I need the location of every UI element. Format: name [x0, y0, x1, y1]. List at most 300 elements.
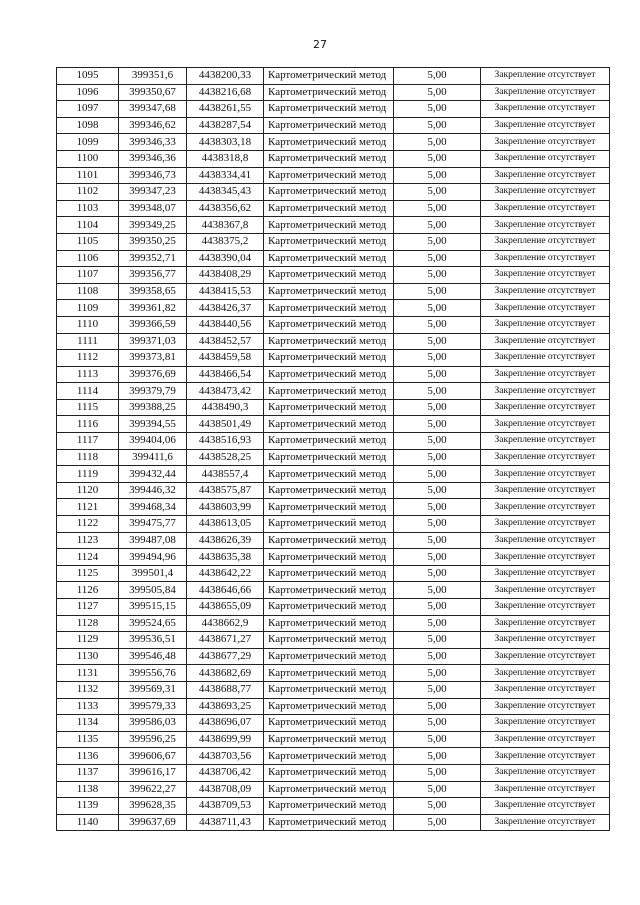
coordinate-x-cell: 399404,06: [119, 433, 187, 450]
method-cell: Картометрический метод: [264, 565, 394, 582]
table-row: [57, 350, 610, 367]
point-number-cell: 1128: [57, 615, 119, 632]
point-number-cell: 1096: [57, 84, 119, 101]
method-cell: Картометрический метод: [264, 200, 394, 217]
point-number-cell: 1122: [57, 516, 119, 533]
table-row: [57, 283, 610, 300]
point-number-cell: 1113: [57, 366, 119, 383]
fixation-cell: Закрепление отсутствует: [481, 781, 610, 798]
fixation-cell: Закрепление отсутствует: [481, 316, 610, 333]
method-cell: Картометрический метод: [264, 615, 394, 632]
coordinate-y-cell: 4438490,3: [187, 399, 264, 416]
coordinate-y-cell: 4438367,8: [187, 217, 264, 234]
point-number-cell: 1118: [57, 449, 119, 466]
point-number-cell: 1104: [57, 217, 119, 234]
coordinate-y-cell: 4438345,43: [187, 184, 264, 201]
fixation-cell: Закрепление отсутствует: [481, 764, 610, 781]
method-cell: Картометрический метод: [264, 350, 394, 367]
table-row: [57, 433, 610, 450]
method-cell: Картометрический метод: [264, 748, 394, 765]
point-number-cell: 1116: [57, 416, 119, 433]
method-cell: Картометрический метод: [264, 316, 394, 333]
fixation-cell: Закрепление отсутствует: [481, 333, 610, 350]
coordinate-y-cell: 4438287,54: [187, 117, 264, 134]
coordinate-x-cell: 399350,25: [119, 233, 187, 250]
coordinate-x-cell: 399596,25: [119, 731, 187, 748]
fixation-cell: Закрепление отсутствует: [481, 101, 610, 118]
fixation-cell: Закрепление отсутствует: [481, 599, 610, 616]
coordinate-y-cell: 4438642,22: [187, 565, 264, 582]
accuracy-cell: 5,00: [394, 333, 481, 350]
point-number-cell: 1117: [57, 433, 119, 450]
table-row: [57, 781, 610, 798]
point-number-cell: 1112: [57, 350, 119, 367]
table-row: [57, 399, 610, 416]
table-row: [57, 681, 610, 698]
table-row: [57, 150, 610, 167]
fixation-cell: Закрепление отсутствует: [481, 665, 610, 682]
method-cell: Картометрический метод: [264, 217, 394, 234]
coordinate-y-cell: 4438626,39: [187, 532, 264, 549]
accuracy-cell: 5,00: [394, 748, 481, 765]
table-row: [57, 632, 610, 649]
accuracy-cell: 5,00: [394, 582, 481, 599]
accuracy-cell: 5,00: [394, 267, 481, 284]
table-row: [57, 715, 610, 732]
fixation-cell: Закрепление отсутствует: [481, 615, 610, 632]
table-row: [57, 300, 610, 317]
method-cell: Картометрический метод: [264, 366, 394, 383]
fixation-cell: Закрепление отсутствует: [481, 150, 610, 167]
accuracy-cell: 5,00: [394, 233, 481, 250]
coordinate-y-cell: 4438516,93: [187, 433, 264, 450]
coordinate-y-cell: 4438682,69: [187, 665, 264, 682]
coordinate-y-cell: 4438452,57: [187, 333, 264, 350]
method-cell: Картометрический метод: [264, 184, 394, 201]
coordinate-x-cell: 399346,62: [119, 117, 187, 134]
method-cell: Картометрический метод: [264, 383, 394, 400]
accuracy-cell: 5,00: [394, 764, 481, 781]
method-cell: Картометрический метод: [264, 731, 394, 748]
coordinate-x-cell: 399346,36: [119, 150, 187, 167]
table-row: [57, 167, 610, 184]
method-cell: Картометрический метод: [264, 549, 394, 566]
coordinate-x-cell: 399505,84: [119, 582, 187, 599]
method-cell: Картометрический метод: [264, 781, 394, 798]
accuracy-cell: 5,00: [394, 101, 481, 118]
coordinate-y-cell: 4438318,8: [187, 150, 264, 167]
point-number-cell: 1121: [57, 499, 119, 516]
coordinate-x-cell: 399616,17: [119, 764, 187, 781]
table-row: [57, 615, 610, 632]
accuracy-cell: 5,00: [394, 350, 481, 367]
table-row: [57, 466, 610, 483]
table-row: [57, 84, 610, 101]
coordinate-x-cell: 399606,67: [119, 748, 187, 765]
point-number-cell: 1140: [57, 814, 119, 831]
table-row: [57, 532, 610, 549]
coordinates-table: [56, 67, 610, 831]
coordinate-y-cell: 4438671,27: [187, 632, 264, 649]
fixation-cell: Закрепление отсутствует: [481, 366, 610, 383]
point-number-cell: 1106: [57, 250, 119, 267]
accuracy-cell: 5,00: [394, 665, 481, 682]
accuracy-cell: 5,00: [394, 200, 481, 217]
coordinate-y-cell: 4438216,68: [187, 84, 264, 101]
fixation-cell: Закрепление отсутствует: [481, 350, 610, 367]
table-row: [57, 184, 610, 201]
method-cell: Картометрический метод: [264, 681, 394, 698]
table-row: [57, 482, 610, 499]
table-row: [57, 449, 610, 466]
coordinate-y-cell: 4438703,56: [187, 748, 264, 765]
coordinate-x-cell: 399569,31: [119, 681, 187, 698]
accuracy-cell: 5,00: [394, 499, 481, 516]
point-number-cell: 1133: [57, 698, 119, 715]
coordinate-x-cell: 399394,55: [119, 416, 187, 433]
method-cell: Картометрический метод: [264, 267, 394, 284]
point-number-cell: 1119: [57, 466, 119, 483]
accuracy-cell: 5,00: [394, 167, 481, 184]
coordinate-x-cell: 399546,48: [119, 648, 187, 665]
method-cell: Картометрический метод: [264, 233, 394, 250]
point-number-cell: 1105: [57, 233, 119, 250]
accuracy-cell: 5,00: [394, 117, 481, 134]
table-row: [57, 250, 610, 267]
table-row: [57, 565, 610, 582]
method-cell: Картометрический метод: [264, 399, 394, 416]
table-row: [57, 383, 610, 400]
accuracy-cell: 5,00: [394, 731, 481, 748]
point-number-cell: 1123: [57, 532, 119, 549]
coordinate-x-cell: 399536,51: [119, 632, 187, 649]
coordinate-x-cell: 399356,77: [119, 267, 187, 284]
coordinate-y-cell: 4438688,77: [187, 681, 264, 698]
fixation-cell: Закрепление отсутствует: [481, 499, 610, 516]
fixation-cell: Закрепление отсутствует: [481, 433, 610, 450]
coordinate-x-cell: 399515,15: [119, 599, 187, 616]
method-cell: Картометрический метод: [264, 798, 394, 815]
point-number-cell: 1137: [57, 764, 119, 781]
coordinate-y-cell: 4438261,55: [187, 101, 264, 118]
accuracy-cell: 5,00: [394, 366, 481, 383]
accuracy-cell: 5,00: [394, 798, 481, 815]
fixation-cell: Закрепление отсутствует: [481, 632, 610, 649]
coordinate-y-cell: 4438613,05: [187, 516, 264, 533]
coordinate-x-cell: 399637,69: [119, 814, 187, 831]
fixation-cell: Закрепление отсутствует: [481, 68, 610, 85]
accuracy-cell: 5,00: [394, 250, 481, 267]
coordinate-y-cell: 4438375,2: [187, 233, 264, 250]
accuracy-cell: 5,00: [394, 184, 481, 201]
point-number-cell: 1139: [57, 798, 119, 815]
coordinate-x-cell: 399524,65: [119, 615, 187, 632]
table-row: [57, 101, 610, 118]
fixation-cell: Закрепление отсутствует: [481, 516, 610, 533]
fixation-cell: Закрепление отсутствует: [481, 482, 610, 499]
point-number-cell: 1115: [57, 399, 119, 416]
table-row: [57, 416, 610, 433]
coordinate-x-cell: 399373,81: [119, 350, 187, 367]
coordinate-y-cell: 4438699,99: [187, 731, 264, 748]
coordinate-x-cell: 399351,6: [119, 68, 187, 85]
coordinate-x-cell: 399371,03: [119, 333, 187, 350]
fixation-cell: Закрепление отсутствует: [481, 233, 610, 250]
accuracy-cell: 5,00: [394, 814, 481, 831]
coordinate-y-cell: 4438646,66: [187, 582, 264, 599]
table-row: [57, 764, 610, 781]
coordinate-x-cell: 399346,73: [119, 167, 187, 184]
accuracy-cell: 5,00: [394, 217, 481, 234]
point-number-cell: 1102: [57, 184, 119, 201]
accuracy-cell: 5,00: [394, 599, 481, 616]
method-cell: Картометрический метод: [264, 117, 394, 134]
point-number-cell: 1107: [57, 267, 119, 284]
coordinate-x-cell: 399361,82: [119, 300, 187, 317]
point-number-cell: 1111: [57, 333, 119, 350]
point-number-cell: 1103: [57, 200, 119, 217]
fixation-cell: Закрепление отсутствует: [481, 217, 610, 234]
coordinate-y-cell: 4438459,58: [187, 350, 264, 367]
coordinate-y-cell: 4438473,42: [187, 383, 264, 400]
fixation-cell: Закрепление отсутствует: [481, 814, 610, 831]
accuracy-cell: 5,00: [394, 532, 481, 549]
point-number-cell: 1095: [57, 68, 119, 85]
table-row: [57, 333, 610, 350]
coordinate-x-cell: 399468,34: [119, 499, 187, 516]
method-cell: Картометрический метод: [264, 416, 394, 433]
table-row: [57, 516, 610, 533]
accuracy-cell: 5,00: [394, 383, 481, 400]
method-cell: Картометрический метод: [264, 482, 394, 499]
accuracy-cell: 5,00: [394, 615, 481, 632]
point-number-cell: 1127: [57, 599, 119, 616]
method-cell: Картометрический метод: [264, 698, 394, 715]
method-cell: Картометрический метод: [264, 300, 394, 317]
method-cell: Картометрический метод: [264, 764, 394, 781]
accuracy-cell: 5,00: [394, 433, 481, 450]
coordinate-y-cell: 4438200,33: [187, 68, 264, 85]
table-row: [57, 316, 610, 333]
point-number-cell: 1130: [57, 648, 119, 665]
coordinate-x-cell: 399446,32: [119, 482, 187, 499]
accuracy-cell: 5,00: [394, 300, 481, 317]
coordinate-y-cell: 4438390,04: [187, 250, 264, 267]
coordinate-x-cell: 399475,77: [119, 516, 187, 533]
table-row: [57, 582, 610, 599]
accuracy-cell: 5,00: [394, 283, 481, 300]
method-cell: Картометрический метод: [264, 134, 394, 151]
point-number-cell: 1124: [57, 549, 119, 566]
fixation-cell: Закрепление отсутствует: [481, 582, 610, 599]
coordinate-y-cell: 4438575,87: [187, 482, 264, 499]
fixation-cell: Закрепление отсутствует: [481, 167, 610, 184]
table-row: [57, 200, 610, 217]
coordinate-y-cell: 4438708,09: [187, 781, 264, 798]
point-number-cell: 1138: [57, 781, 119, 798]
point-number-cell: 1125: [57, 565, 119, 582]
method-cell: Картометрический метод: [264, 68, 394, 85]
method-cell: Картометрический метод: [264, 84, 394, 101]
fixation-cell: Закрепление отсутствует: [481, 399, 610, 416]
method-cell: Картометрический метод: [264, 333, 394, 350]
coordinate-x-cell: 399487,08: [119, 532, 187, 549]
coordinates-table-body: [57, 68, 610, 831]
coordinate-y-cell: 4438440,56: [187, 316, 264, 333]
point-number-cell: 1097: [57, 101, 119, 118]
accuracy-cell: 5,00: [394, 698, 481, 715]
coordinate-x-cell: 399348,07: [119, 200, 187, 217]
accuracy-cell: 5,00: [394, 565, 481, 582]
coordinate-y-cell: 4438426,37: [187, 300, 264, 317]
accuracy-cell: 5,00: [394, 632, 481, 649]
method-cell: Картометрический метод: [264, 599, 394, 616]
accuracy-cell: 5,00: [394, 516, 481, 533]
point-number-cell: 1098: [57, 117, 119, 134]
fixation-cell: Закрепление отсутствует: [481, 565, 610, 582]
coordinate-x-cell: 399556,76: [119, 665, 187, 682]
table-row: [57, 134, 610, 151]
coordinate-y-cell: 4438696,07: [187, 715, 264, 732]
fixation-cell: Закрепление отсутствует: [481, 267, 610, 284]
coordinate-x-cell: 399622,27: [119, 781, 187, 798]
coordinate-x-cell: 399432,44: [119, 466, 187, 483]
fixation-cell: Закрепление отсутствует: [481, 250, 610, 267]
coordinate-y-cell: 4438655,09: [187, 599, 264, 616]
coordinate-y-cell: 4438711,43: [187, 814, 264, 831]
point-number-cell: 1108: [57, 283, 119, 300]
accuracy-cell: 5,00: [394, 399, 481, 416]
point-number-cell: 1114: [57, 383, 119, 400]
coordinate-y-cell: 4438528,25: [187, 449, 264, 466]
coordinate-y-cell: 4438408,29: [187, 267, 264, 284]
table-row: [57, 731, 610, 748]
coordinate-y-cell: 4438557,4: [187, 466, 264, 483]
coordinate-x-cell: 399346,33: [119, 134, 187, 151]
method-cell: Картометрический метод: [264, 516, 394, 533]
coordinate-x-cell: 399358,65: [119, 283, 187, 300]
accuracy-cell: 5,00: [394, 416, 481, 433]
method-cell: Картометрический метод: [264, 167, 394, 184]
method-cell: Картометрический метод: [264, 665, 394, 682]
table-row: [57, 748, 610, 765]
accuracy-cell: 5,00: [394, 84, 481, 101]
method-cell: Картометрический метод: [264, 449, 394, 466]
table-row: [57, 366, 610, 383]
method-cell: Картометрический метод: [264, 150, 394, 167]
accuracy-cell: 5,00: [394, 549, 481, 566]
fixation-cell: Закрепление отсутствует: [481, 84, 610, 101]
method-cell: Картометрический метод: [264, 532, 394, 549]
table-row: [57, 217, 610, 234]
coordinate-x-cell: 399411,6: [119, 449, 187, 466]
fixation-cell: Закрепление отсутствует: [481, 798, 610, 815]
table-row: [57, 798, 610, 815]
coordinate-x-cell: 399352,71: [119, 250, 187, 267]
fixation-cell: Закрепление отсутствует: [481, 648, 610, 665]
coordinate-y-cell: 4438356,62: [187, 200, 264, 217]
method-cell: Картометрический метод: [264, 499, 394, 516]
coordinate-y-cell: 4438334,41: [187, 167, 264, 184]
point-number-cell: 1120: [57, 482, 119, 499]
table-row: [57, 68, 610, 85]
accuracy-cell: 5,00: [394, 715, 481, 732]
coordinate-y-cell: 4438603,99: [187, 499, 264, 516]
fixation-cell: Закрепление отсутствует: [481, 300, 610, 317]
coordinate-y-cell: 4438635,38: [187, 549, 264, 566]
fixation-cell: Закрепление отсутствует: [481, 698, 610, 715]
accuracy-cell: 5,00: [394, 781, 481, 798]
point-number-cell: 1100: [57, 150, 119, 167]
coordinate-y-cell: 4438693,25: [187, 698, 264, 715]
coordinate-y-cell: 4438466,54: [187, 366, 264, 383]
fixation-cell: Закрепление отсутствует: [481, 748, 610, 765]
coordinate-y-cell: 4438415,53: [187, 283, 264, 300]
accuracy-cell: 5,00: [394, 150, 481, 167]
coordinate-x-cell: 399586,03: [119, 715, 187, 732]
method-cell: Картометрический метод: [264, 632, 394, 649]
table-row: [57, 117, 610, 134]
fixation-cell: Закрепление отсутствует: [481, 466, 610, 483]
method-cell: Картометрический метод: [264, 582, 394, 599]
point-number-cell: 1136: [57, 748, 119, 765]
fixation-cell: Закрепление отсутствует: [481, 416, 610, 433]
coordinate-x-cell: 399347,68: [119, 101, 187, 118]
fixation-cell: Закрепление отсутствует: [481, 715, 610, 732]
accuracy-cell: 5,00: [394, 648, 481, 665]
point-number-cell: 1110: [57, 316, 119, 333]
accuracy-cell: 5,00: [394, 316, 481, 333]
point-number-cell: 1131: [57, 665, 119, 682]
method-cell: Картометрический метод: [264, 101, 394, 118]
fixation-cell: Закрепление отсутствует: [481, 731, 610, 748]
fixation-cell: Закрепление отсутствует: [481, 200, 610, 217]
coordinate-x-cell: 399579,33: [119, 698, 187, 715]
coordinate-y-cell: 4438709,53: [187, 798, 264, 815]
table-row: [57, 665, 610, 682]
accuracy-cell: 5,00: [394, 134, 481, 151]
method-cell: Картометрический метод: [264, 250, 394, 267]
table-row: [57, 648, 610, 665]
method-cell: Картометрический метод: [264, 814, 394, 831]
table-row: [57, 499, 610, 516]
fixation-cell: Закрепление отсутствует: [481, 532, 610, 549]
coordinate-y-cell: 4438662,9: [187, 615, 264, 632]
fixation-cell: Закрепление отсутствует: [481, 549, 610, 566]
coordinate-y-cell: 4438706,42: [187, 764, 264, 781]
point-number-cell: 1101: [57, 167, 119, 184]
table-row: [57, 698, 610, 715]
fixation-cell: Закрепление отсутствует: [481, 117, 610, 134]
fixation-cell: Закрепление отсутствует: [481, 449, 610, 466]
point-number-cell: 1126: [57, 582, 119, 599]
table-row: [57, 267, 610, 284]
point-number-cell: 1132: [57, 681, 119, 698]
coordinate-y-cell: 4438303,18: [187, 134, 264, 151]
point-number-cell: 1109: [57, 300, 119, 317]
point-number-cell: 1134: [57, 715, 119, 732]
coordinate-y-cell: 4438677,29: [187, 648, 264, 665]
coordinate-x-cell: 399349,25: [119, 217, 187, 234]
fixation-cell: Закрепление отсутствует: [481, 184, 610, 201]
coordinate-x-cell: 399366,59: [119, 316, 187, 333]
table-row: [57, 549, 610, 566]
method-cell: Картометрический метод: [264, 715, 394, 732]
method-cell: Картометрический метод: [264, 466, 394, 483]
method-cell: Картометрический метод: [264, 283, 394, 300]
fixation-cell: Закрепление отсутствует: [481, 134, 610, 151]
point-number-cell: 1135: [57, 731, 119, 748]
